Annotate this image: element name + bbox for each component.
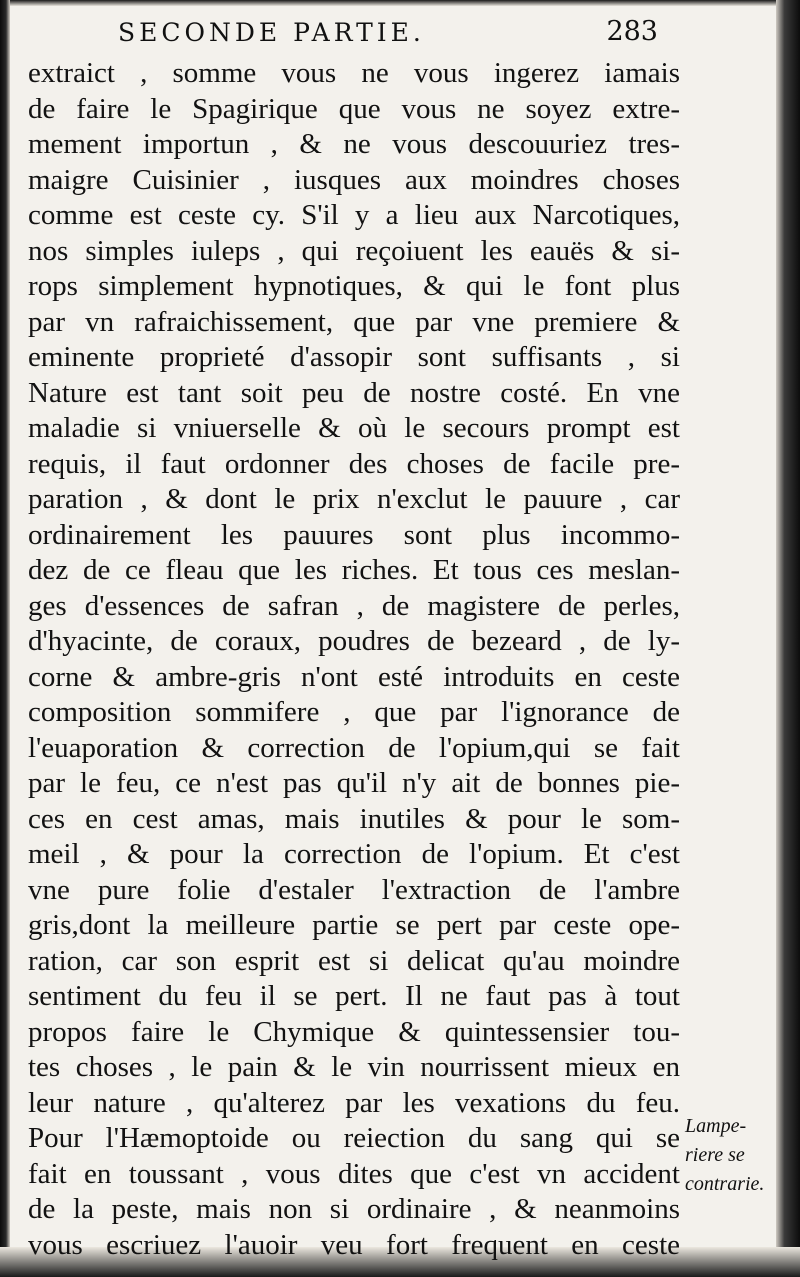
- running-title: SECONDE PARTIE.: [118, 18, 425, 47]
- text-line: Pour l'Hæmoptoide ou reiection du sang qui se: [28, 1122, 680, 1154]
- text-line: eminente proprieté d'assopir sont suffisants , si: [28, 341, 680, 373]
- text-line: extraict , somme vous ne vous ingerez iamais: [28, 57, 680, 89]
- margin-note-line: contrarie.: [685, 1173, 765, 1195]
- text-line: propos faire le Chymique & quintessensier tou-: [28, 1015, 680, 1048]
- text-line: dez de ce fleau que les riches. Et tous ces meslan-: [28, 554, 680, 586]
- text-line: par le feu, ce n'est pas qu'il n'y ait de bonnes pie-: [28, 767, 680, 799]
- body-text: [28, 56, 680, 1263]
- text-line: l'euaporation & correction de l'opium,qui se fait: [28, 731, 680, 764]
- scan-edge-top: [0, 0, 800, 6]
- margin-note-line: Lampe-: [685, 1115, 747, 1137]
- text-line: leur nature , qu'alterez par les vexations du feu.: [28, 1086, 680, 1119]
- text-line: ces en cest amas, mais inutiles & pour le som-: [28, 802, 680, 835]
- text-line: de la peste, mais non si ordinaire , & neanmoins: [28, 1193, 680, 1225]
- text-line: comme est ceste cy. S'il y a lieu aux Narcotiques,: [28, 199, 680, 231]
- text-line: requis, il faut ordonner des choses de facile pre-: [28, 447, 680, 480]
- text-line: fait en toussant , vous dites que c'est vn accident: [28, 1157, 680, 1190]
- text-line: rops simplement hypnotiques, & qui le font plus: [28, 270, 680, 302]
- text-line: ges d'essences de safran , de magistere de perles,: [28, 589, 680, 622]
- scan-edge-right: [776, 0, 800, 1277]
- margin-note-line: riere se: [685, 1144, 745, 1166]
- text-line: vne pure folie d'estaler l'extraction de l'ambre: [28, 873, 680, 906]
- text-line: ordinairement les pauures sont plus incommo-: [28, 518, 680, 551]
- text-line: maigre Cuisinier , iusques aux moindres choses: [28, 163, 680, 196]
- text-line: corne & ambre-gris n'ont esté introduits en ceste: [28, 660, 680, 693]
- text-line: mement importun , & ne vous descouuriez tres-: [28, 128, 680, 160]
- margin-note: [685, 1112, 780, 1199]
- text-line: de faire le Spagirique que vous ne soyez extre-: [28, 92, 680, 125]
- text-line: tes choses , le pain & le vin nourrissent mieux en: [28, 1051, 680, 1083]
- page-header: [118, 18, 658, 58]
- text-line: gris,dont la meilleure partie se pert par ceste ope-: [28, 909, 680, 941]
- page-number: 283: [606, 16, 658, 47]
- text-line: meil , & pour la correction de l'opium. Et c'est: [28, 838, 680, 870]
- text-line: par vn rafraichissement, que par vne premiere &: [28, 305, 680, 338]
- text-line: vous escriuez l'auoir veu fort frequent en ceste: [28, 1228, 680, 1261]
- text-line: Nature est tant soit peu de nostre costé. En vne: [28, 376, 680, 409]
- text-line: composition sommifere , que par l'ignorance de: [28, 696, 680, 728]
- text-line: ration, car son esprit est si delicat qu'au moindre: [28, 944, 680, 977]
- scan-edge-left: [0, 0, 10, 1277]
- text-line: paration , & dont le prix n'exclut le pauure , car: [28, 483, 680, 515]
- text-line: sentiment du feu il se pert. Il ne faut pas à tout: [28, 980, 680, 1012]
- text-line: maladie si vniuerselle & où le secours prompt est: [28, 412, 680, 444]
- text-line: nos simples iuleps , qui reçoiuent les eauës & si-: [28, 234, 680, 267]
- text-line: d'hyacinte, de coraux, poudres de bezeard , de ly-: [28, 625, 680, 657]
